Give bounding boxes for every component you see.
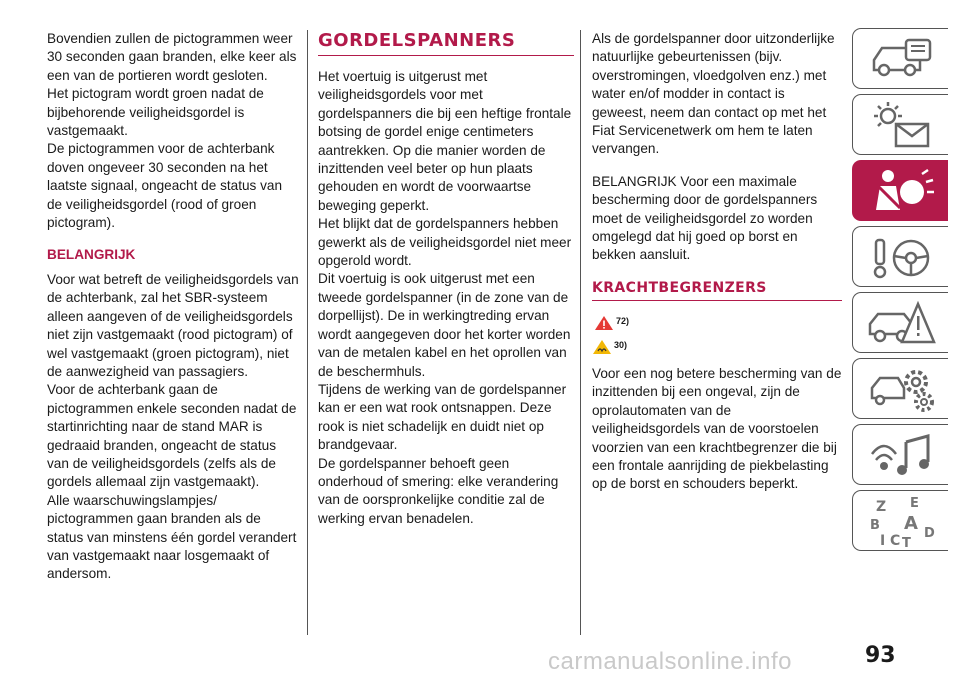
column-divider-2 xyxy=(580,30,581,635)
paragraph: De gordelspanner behoeft geen onderhoud of smering: elke verandering van de oorspronkelijke conditie zal de werking ervan benadelen. xyxy=(318,455,559,526)
warning-lights-icon xyxy=(866,100,936,150)
index-letters-icon xyxy=(866,495,936,547)
subheading-important: BELANGRIJK xyxy=(47,247,136,263)
column-divider-1 xyxy=(307,30,308,635)
warning-reference-number: 72) xyxy=(616,316,630,327)
paragraph: Het pictogram wordt groen nadat de bijbehorende veiligheidsgordel is vastgemaakt. xyxy=(47,86,264,139)
section-heading-krachtbegrenzers: KRACHTBEGRENZERS xyxy=(592,279,842,301)
warning-reference[interactable] xyxy=(594,309,842,331)
paragraph: De pictogrammen voor de achterbank doven ongeveer 30 seconden na het laatste signaal, ongeacht de status van de veiligheidsgordel (rood of groen pictogram). xyxy=(47,141,283,231)
paragraph: Het blijkt dat de gordelspanners hebben gewerkt als de veiligheidsgordel niet meer opgerold wordt. xyxy=(318,216,572,269)
index-letter: B xyxy=(869,517,880,533)
tab-steering-wheel[interactable] xyxy=(852,226,948,287)
caution-reference[interactable] xyxy=(592,333,842,355)
watermark: carmanualsonline.info xyxy=(548,648,792,675)
warning-triangle-icon xyxy=(594,315,614,331)
tab-car-info[interactable] xyxy=(852,28,948,89)
maintenance-gears-icon xyxy=(866,364,936,414)
index-letter: C xyxy=(889,532,900,547)
paragraph: Het voertuig is uitgerust met veiligheidsgordels voor met gordelspanners die bij een heftige frontale botsing de gordel enige centimeters aantrekken. Op die manier worden de inzittenden veel beter op hun plaats gehouden en wordt de voorwaartse beweging geperkt. xyxy=(318,69,572,213)
index-letter: D xyxy=(923,525,935,541)
paragraph: Voor de achterbank gaan de pictogrammen enkele seconden nadat de startinrichting naar de stand MAR is gedraaid branden, ongeacht de status van de veiligheidsgordels (zelfs als de gordels allemaal zijn vastgemaakt). xyxy=(47,382,297,490)
paragraph: Voor wat betreft de veiligheidsgordels van de achterbank, zal het SBR-systeem alleen aangeven of de veiligheidsgordels niet zijn vastgemaakt (rood pictogram) of wel vastgemaakt (groen pictogram), niet de aanwezigheid van passagiers. xyxy=(47,271,299,379)
emergency-triangle-icon xyxy=(866,298,936,348)
index-letter: I xyxy=(879,532,885,547)
tab-warning-lights[interactable] xyxy=(852,94,948,155)
tab-multimedia[interactable] xyxy=(852,424,948,485)
index-letter: T xyxy=(901,535,911,547)
page-number: 93 xyxy=(865,643,896,668)
caution-reference-number: 30) xyxy=(614,340,628,351)
chapter-tabs xyxy=(852,28,948,556)
paragraph: Voor een nog betere bescherming van de inzittenden bij een ongeval, zijn de oprolautomaten van de veiligheidsgordels van de voorstoelen voorzien van een krachtbegrenzer die bij een frontale aanrijding de piekbelasting op de borst en schouders beperkt. xyxy=(592,365,842,492)
text-column-2 xyxy=(318,30,574,528)
text-column-1 xyxy=(47,30,299,584)
steering-wheel-icon xyxy=(866,232,936,282)
text-column-3 xyxy=(592,30,842,494)
paragraph: Als de gordelspanner door uitzonderlijke natuurlijke gebeurtenissen (bijv. overstromingen, vloedgolven enz.) met water en/of modder in contact is geweest, neem dan contact op met het Fiat Servicenetwerk om hem te laten vervangen. xyxy=(592,31,835,157)
paragraph: Dit voertuig is ook uitgerust met een tweede gordelspanner (in de zone van de dorpellijst). De in werkingtreding ervan wordt aangegeven door het korter worden van de metalen kabel en het oprollen van de beschermhuls. xyxy=(318,271,571,379)
seatbelt-airbag-icon xyxy=(866,166,936,216)
caution-triangle-icon xyxy=(592,339,612,355)
multimedia-icon xyxy=(866,430,936,480)
paragraph: Alle waarschuwingslampjes/ pictogrammen gaan branden als de status van minstens één gordel verandert van vastgemaakt naar losgemaakt of andersom. xyxy=(47,492,297,582)
paragraph: Bovendien zullen de pictogrammen weer 30 seconden gaan branden, elke keer als een van de portieren wordt gesloten. xyxy=(47,31,297,83)
paragraph: BELANGRIJK Voor een maximale bescherming door de gordelspanners moet de veiligheidsgordel zo worden omgelegd dat hij goed op borst en bekken aansluit. xyxy=(592,173,818,263)
tab-index[interactable] xyxy=(852,490,948,551)
section-heading-gordelspanners: GORDELSPANNERS xyxy=(318,30,574,56)
tab-emergency[interactable] xyxy=(852,292,948,353)
tab-maintenance[interactable] xyxy=(852,358,948,419)
tab-seatbelt-airbag[interactable] xyxy=(852,160,948,221)
index-letter: A xyxy=(903,512,918,534)
car-info-icon xyxy=(866,36,936,82)
index-letter: Z xyxy=(875,498,886,515)
index-letter: E xyxy=(909,495,919,511)
paragraph: Tijdens de werking van de gordelspanner kan er een wat rook ontsnappen. Deze rook is niet schadelijk en duidt niet op brandgevaar. xyxy=(318,381,567,453)
